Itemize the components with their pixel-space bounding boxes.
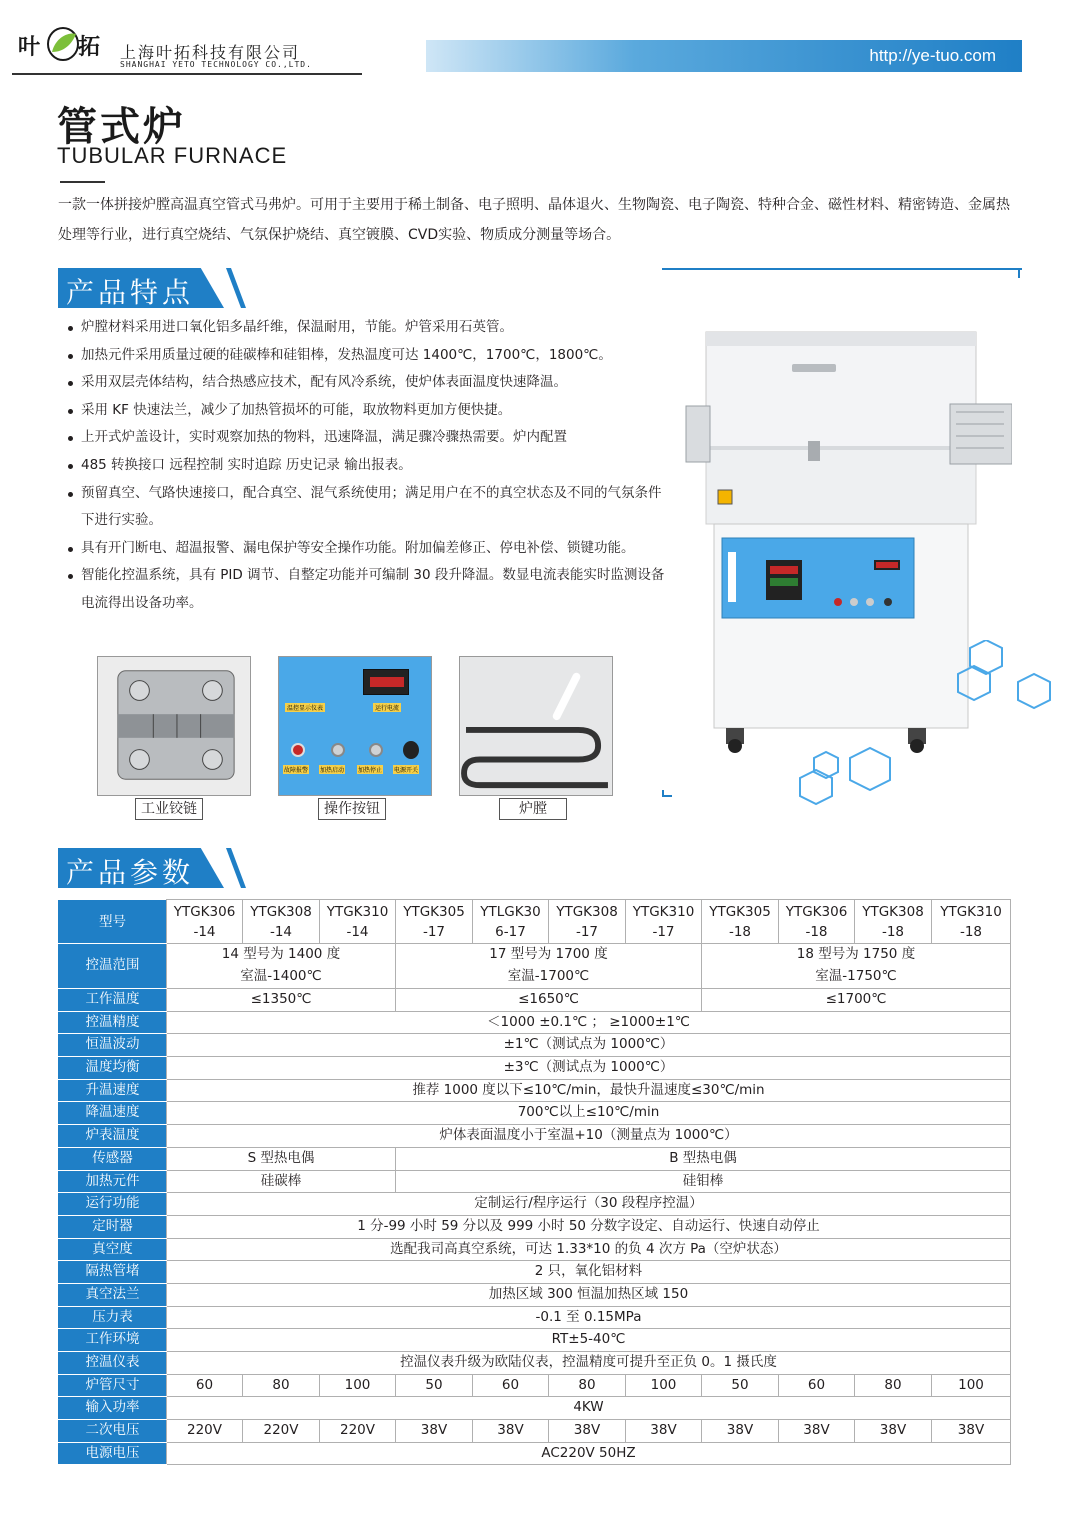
table-cell: 选配我司高真空系统，可达 1.33*10 的负 4 次方 Pa（空炉状态）: [167, 1238, 1011, 1261]
table-cell: 50: [702, 1374, 779, 1397]
table-cell: 推荐 1000 度以下≤10℃/min，最快升温速度≤30℃/min: [167, 1079, 1011, 1102]
table-cell: ≤1700℃: [702, 989, 1011, 1012]
table-row: [59, 1102, 1011, 1125]
row-label: 炉表温度: [59, 1125, 167, 1148]
table-row: [59, 900, 1011, 944]
table-cell: 38V: [549, 1420, 626, 1443]
params-heading: 产品参数: [66, 856, 195, 889]
table-cell: 220V: [243, 1420, 320, 1443]
model-cell: YTGK310 -14: [320, 900, 396, 944]
model-cell: YTGK308 -18: [855, 900, 932, 944]
table-cell: 38V: [702, 1420, 779, 1443]
page-title-cn: 管式炉: [57, 104, 186, 150]
row-label: 真空度: [59, 1238, 167, 1261]
row-label: 加热元件: [59, 1170, 167, 1193]
row-label: 二次电压: [59, 1420, 167, 1443]
header-rule: [12, 73, 362, 75]
table-row: [59, 944, 1011, 989]
table-row: [59, 1011, 1011, 1034]
table-row: [59, 1352, 1011, 1375]
table-cell: 定制运行/程序运行（30 段程序控温）: [167, 1193, 1011, 1216]
table-cell: 38V: [779, 1420, 855, 1443]
company-name-en: SHANGHAI YETO TECHNOLOGY CO.,LTD.: [120, 60, 312, 69]
table-cell: ＜1000 ±0.1℃ ； ≥1000±1℃: [167, 1011, 1011, 1034]
hexagon-decoration: [790, 640, 1060, 820]
table-cell: 100: [932, 1374, 1011, 1397]
feature-item: 智能化控温系统，具有 PID 调节、自整定功能并可编制 30 段升降温。数显电流表能实时监测设备电流得出设备功率。: [66, 562, 666, 617]
control-panel-photo: [278, 656, 432, 796]
leaf-icon: [46, 26, 80, 62]
hinge-caption: 工业铰链: [135, 798, 203, 820]
table-row: [59, 1397, 1011, 1420]
range-cell: 18 型号为 1750 度 室温-1750℃: [702, 944, 1011, 989]
row-label: 降温速度: [59, 1102, 167, 1125]
table-cell: AC220V 50HZ: [167, 1442, 1011, 1465]
feature-item: 具有开门断电、超温报警、漏电保护等安全操作功能。附加偏差修正、停电补偿、锁键功能。: [66, 535, 666, 563]
table-cell: ≤1350℃: [167, 989, 396, 1012]
table-row: [59, 1238, 1011, 1261]
table-cell: 硅碳棒: [167, 1170, 396, 1193]
table-cell: ±3℃（测试点为 1000℃）: [167, 1057, 1011, 1080]
panel-label: 运行电流: [375, 705, 400, 712]
model-cell: YTLGK30 6-17: [473, 900, 549, 944]
intro-paragraph: 一款一体拼接炉膛高温真空管式马弗炉。可用于主要用于稀土制备、电子照明、晶体退火、生物陶瓷、电子陶瓷、特种合金、磁性材料、精密铸造、金属热处理等行业，进行真空烧结、气氛保护烧结、真空镀膜、CVD实验、物质成分测量等场合。: [58, 197, 1010, 243]
features-banner: [58, 268, 243, 308]
table-cell: 100: [626, 1374, 702, 1397]
row-label: 工作温度: [59, 989, 167, 1012]
table-cell: 80: [243, 1374, 320, 1397]
feature-item: 485 转换接口 远程控制 实时追踪 历史记录 输出报表。: [66, 452, 666, 480]
table-cell: 38V: [396, 1420, 473, 1443]
feature-item: 采用 KF 快速法兰，减少了加热管损坏的可能，取放物料更加方便快捷。: [66, 397, 666, 425]
panel-label: 电源开关: [394, 767, 419, 774]
features-heading: 产品特点: [66, 276, 195, 309]
table-row: [59, 1442, 1011, 1465]
table-cell: 38V: [473, 1420, 549, 1443]
hinge-photo: [97, 656, 251, 796]
table-cell: ±1℃（测试点为 1000℃）: [167, 1034, 1011, 1057]
table-cell: 控温仪表升级为欧陆仪表，控温精度可提升至正负 0。1 摄氏度: [167, 1352, 1011, 1375]
panel-label: 加热停止: [358, 767, 383, 774]
row-label: 定时器: [59, 1215, 167, 1238]
table-row: [59, 1215, 1011, 1238]
table-row: [59, 1057, 1011, 1080]
table-row: [59, 1374, 1011, 1397]
table-cell: 80: [549, 1374, 626, 1397]
feature-item: 预留真空、气路快速接口，配合真空、混气系统使用；满足用户在不的真空状态及不同的气氛条件下进行实验。: [66, 480, 666, 535]
table-cell: 炉体表面温度小于室温+10（测量点为 1000℃）: [167, 1125, 1011, 1148]
table-row: [59, 1125, 1011, 1148]
row-label: 控温仪表: [59, 1352, 167, 1375]
title-rule: [60, 181, 105, 183]
model-cell: YTGK308 -17: [549, 900, 626, 944]
company-logo: [14, 24, 114, 68]
table-cell: 4KW: [167, 1397, 1011, 1420]
url-banner: [426, 40, 1022, 72]
model-cell: YTGK310 -18: [932, 900, 1011, 944]
panel-caption: 操作按钮: [318, 798, 386, 820]
table-cell: 80: [855, 1374, 932, 1397]
page-title-en: TUBULAR FURNACE: [57, 143, 288, 168]
frame-corner-top-end: [1018, 268, 1020, 278]
table-cell: 220V: [320, 1420, 396, 1443]
table-row: [59, 1306, 1011, 1329]
model-cell: YTGK308 -14: [243, 900, 320, 944]
current-meter: [363, 669, 409, 695]
table-cell: 220V: [167, 1420, 243, 1443]
table-cell: 100: [320, 1374, 396, 1397]
table-row: [59, 1079, 1011, 1102]
table-row: [59, 1261, 1011, 1284]
row-label: 压力表: [59, 1306, 167, 1329]
model-cell: YTGK306 -18: [779, 900, 855, 944]
feature-item: 采用双层壳体结构，结合热感应技术，配有风冷系统，使炉体表面温度快速降温。: [66, 369, 666, 397]
table-cell: B 型热电偶: [396, 1147, 1011, 1170]
row-label: 真空法兰: [59, 1283, 167, 1306]
panel-label: 温控显示仪表: [287, 705, 324, 712]
table-cell: 60: [473, 1374, 549, 1397]
row-label: 输入功率: [59, 1397, 167, 1420]
row-label: 恒温波动: [59, 1034, 167, 1057]
table-cell: 1 分-99 小时 59 分以及 999 小时 50 分数字设定、自动运行、快速自动停止: [167, 1215, 1011, 1238]
feature-item: 炉膛材料采用进口氧化铝多晶纤维，保温耐用，节能。炉管采用石英管。: [66, 314, 666, 342]
table-cell: 38V: [626, 1420, 702, 1443]
model-cell: YTGK306 -14: [167, 900, 243, 944]
chamber-caption: 炉膛: [499, 798, 567, 820]
model-cell: YTGK310 -17: [626, 900, 702, 944]
table-row: [59, 989, 1011, 1012]
company-name-cn: 上海叶拓科技有限公司: [120, 43, 301, 62]
table-cell: 38V: [932, 1420, 1011, 1443]
feature-item: 上开式炉盖设计，实时观察加热的物料，迅速降温，满足骤冷骤热需要。炉内配置: [66, 424, 666, 452]
chamber-photo: [459, 656, 613, 796]
stop-button-icon: [369, 743, 383, 757]
feature-item: 加热元件采用质量过硬的硅碳棒和硅钼棒，发热温度可达 1400℃，1700℃，1800℃。: [66, 342, 666, 370]
row-label: 型号: [59, 900, 167, 944]
table-row: [59, 1034, 1011, 1057]
panel-label: 故障报警: [284, 767, 309, 774]
row-label: 温度均衡: [59, 1057, 167, 1080]
frame-corner-bottom-end: [662, 795, 672, 797]
table-row: [59, 1170, 1011, 1193]
row-label: 升温速度: [59, 1079, 167, 1102]
feature-list: [66, 314, 666, 618]
table-cell: RT±5-40℃: [167, 1329, 1011, 1352]
table-row: [59, 1193, 1011, 1216]
table-row: [59, 1329, 1011, 1352]
row-label: 电源电压: [59, 1442, 167, 1465]
table-row: [59, 1283, 1011, 1306]
table-cell: 700℃以上≤10℃/min: [167, 1102, 1011, 1125]
logo-char-left: 叶: [18, 35, 41, 60]
range-cell: 17 型号为 1700 度 室温-1700℃: [396, 944, 702, 989]
table-cell: 50: [396, 1374, 473, 1397]
table-cell: 60: [779, 1374, 855, 1397]
row-label: 控温精度: [59, 1011, 167, 1034]
logo-char-right: 拓: [78, 35, 101, 60]
power-switch-icon: [403, 741, 419, 759]
row-label: 运行功能: [59, 1193, 167, 1216]
website-link[interactable]: http://ye-tuo.com: [869, 46, 996, 65]
params-banner: [58, 848, 243, 888]
row-label: 工作环境: [59, 1329, 167, 1352]
table-cell: 硅钼棒: [396, 1170, 1011, 1193]
table-cell: 60: [167, 1374, 243, 1397]
row-label: 控温范围: [59, 944, 167, 989]
table-cell: S 型热电偶: [167, 1147, 396, 1170]
alarm-light-icon: [291, 743, 305, 757]
table-cell: ≤1650℃: [396, 989, 702, 1012]
frame-corner-top: [662, 268, 1022, 270]
table-cell: 2 只，氧化铝材料: [167, 1261, 1011, 1284]
table-cell: 38V: [855, 1420, 932, 1443]
table-cell: 加热区域 300 恒温加热区域 150: [167, 1283, 1011, 1306]
table-cell: -0.1 至 0.15MPa: [167, 1306, 1011, 1329]
params-table: [58, 899, 1011, 1465]
table-row: [59, 1420, 1011, 1443]
row-label: 炉管尺寸: [59, 1374, 167, 1397]
row-label: 隔热管堵: [59, 1261, 167, 1284]
table-row: [59, 1147, 1011, 1170]
panel-label: 加热启动: [320, 767, 345, 774]
model-cell: YTGK305 -18: [702, 900, 779, 944]
model-cell: YTGK305 -17: [396, 900, 473, 944]
range-cell: 14 型号为 1400 度 室温-1400℃: [167, 944, 396, 989]
start-button-icon: [331, 743, 345, 757]
row-label: 传感器: [59, 1147, 167, 1170]
